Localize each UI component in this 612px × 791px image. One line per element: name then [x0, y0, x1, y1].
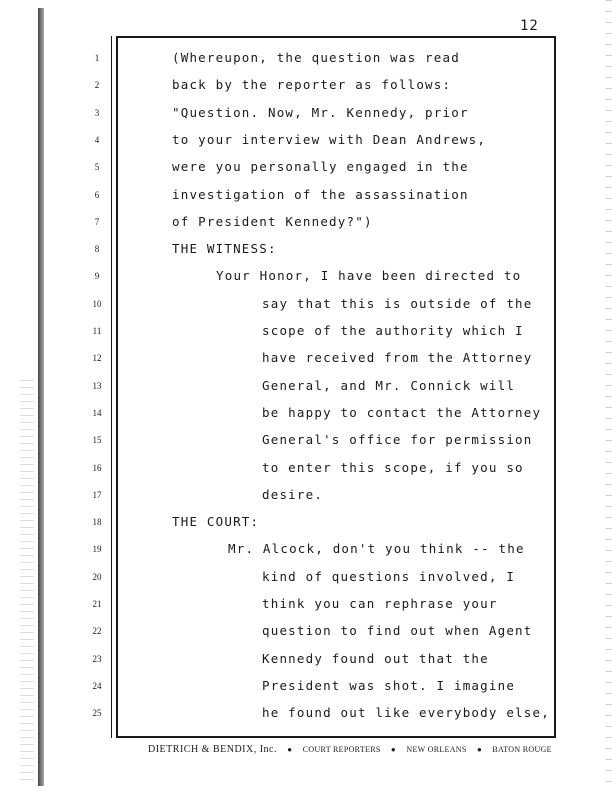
line-number: 5 [94, 162, 100, 173]
transcript-line: question to find out when Agent [262, 623, 533, 639]
line-number: 13 [92, 380, 102, 391]
transcript-line: to enter this scope, if you so [262, 459, 524, 475]
line-number: 6 [94, 189, 100, 200]
line-number: 21 [92, 599, 102, 609]
transcript-line: think you can rephrase your [262, 596, 498, 611]
scan-noise [20, 380, 34, 780]
transcript-line: have received from the Attorney [262, 350, 533, 366]
transcript-line: say that this is outside of the [262, 295, 533, 311]
line-number: 2 [94, 80, 100, 91]
line-number: 23 [92, 653, 102, 664]
line-number: 7 [94, 216, 100, 227]
transcript-line: THE WITNESS: [172, 241, 277, 257]
line-number: 17 [92, 489, 102, 500]
footer-item: NEW ORLEANS [406, 745, 467, 754]
transcript-line: General, and Mr. Connick will [262, 377, 516, 393]
transcript-line: Kennedy found out that the [262, 650, 489, 666]
scan-noise-right [606, 0, 612, 791]
line-number: 15 [92, 435, 102, 446]
transcript-line: "Question. Now, Mr. Kennedy, prior [172, 104, 469, 120]
reporter-footer: DIETRICH & BENDIX, Inc. ● COURT REPORTERS ● NEW ORLEANS ● BATON ROUGE [148, 744, 552, 755]
transcript-line: kind of questions involved, I [262, 568, 516, 584]
line-number: 9 [94, 271, 100, 282]
line-number: 20 [92, 571, 102, 582]
firm-name: DIETRICH & BENDIX, Inc. [148, 744, 277, 755]
scan-binding-edge [38, 8, 44, 786]
line-number: 8 [94, 244, 100, 255]
line-number: 12 [92, 353, 102, 364]
transcript-line: investigation of the assassination [172, 186, 469, 202]
line-number: 1 [94, 53, 100, 63]
transcript-line: desire. [262, 486, 324, 502]
transcript-line: President was shot. I imagine [262, 677, 516, 693]
page-number: 12 [520, 18, 539, 34]
line-number: 22 [92, 626, 102, 637]
transcript-line: Mr. Alcock, don't you think -- the [228, 541, 525, 557]
line-number: 10 [92, 298, 102, 309]
transcript-line: to your interview with Dean Andrews, [172, 131, 487, 147]
transcript-line: General's office for permission [262, 432, 533, 448]
line-number: 24 [92, 680, 102, 691]
line-number: 19 [92, 544, 102, 555]
transcript-line: were you personally engaged in the [172, 159, 469, 175]
transcript-line: he found out like everybody else, [262, 705, 550, 721]
footer-item: BATON ROUGE [492, 745, 552, 754]
transcript-line: Your Honor, I have been directed to [216, 268, 522, 284]
line-number: 4 [94, 134, 100, 145]
line-number: 3 [94, 107, 100, 118]
line-number: 16 [92, 462, 102, 473]
line-number: 11 [92, 326, 102, 336]
line-number: 25 [92, 708, 102, 719]
transcript-line: scope of the authority which I [262, 323, 524, 338]
line-number: 18 [92, 517, 102, 528]
transcript-line: be happy to contact the Attorney [262, 404, 542, 420]
footer-item: COURT REPORTERS [302, 745, 381, 754]
transcript-line: of President Kennedy?") [172, 213, 373, 229]
line-number: 14 [92, 407, 102, 418]
transcript-line: (Whereupon, the question was read [172, 50, 460, 65]
transcript-line: back by the reporter as follows: [172, 77, 452, 93]
transcript-line: THE COURT: [172, 514, 260, 530]
